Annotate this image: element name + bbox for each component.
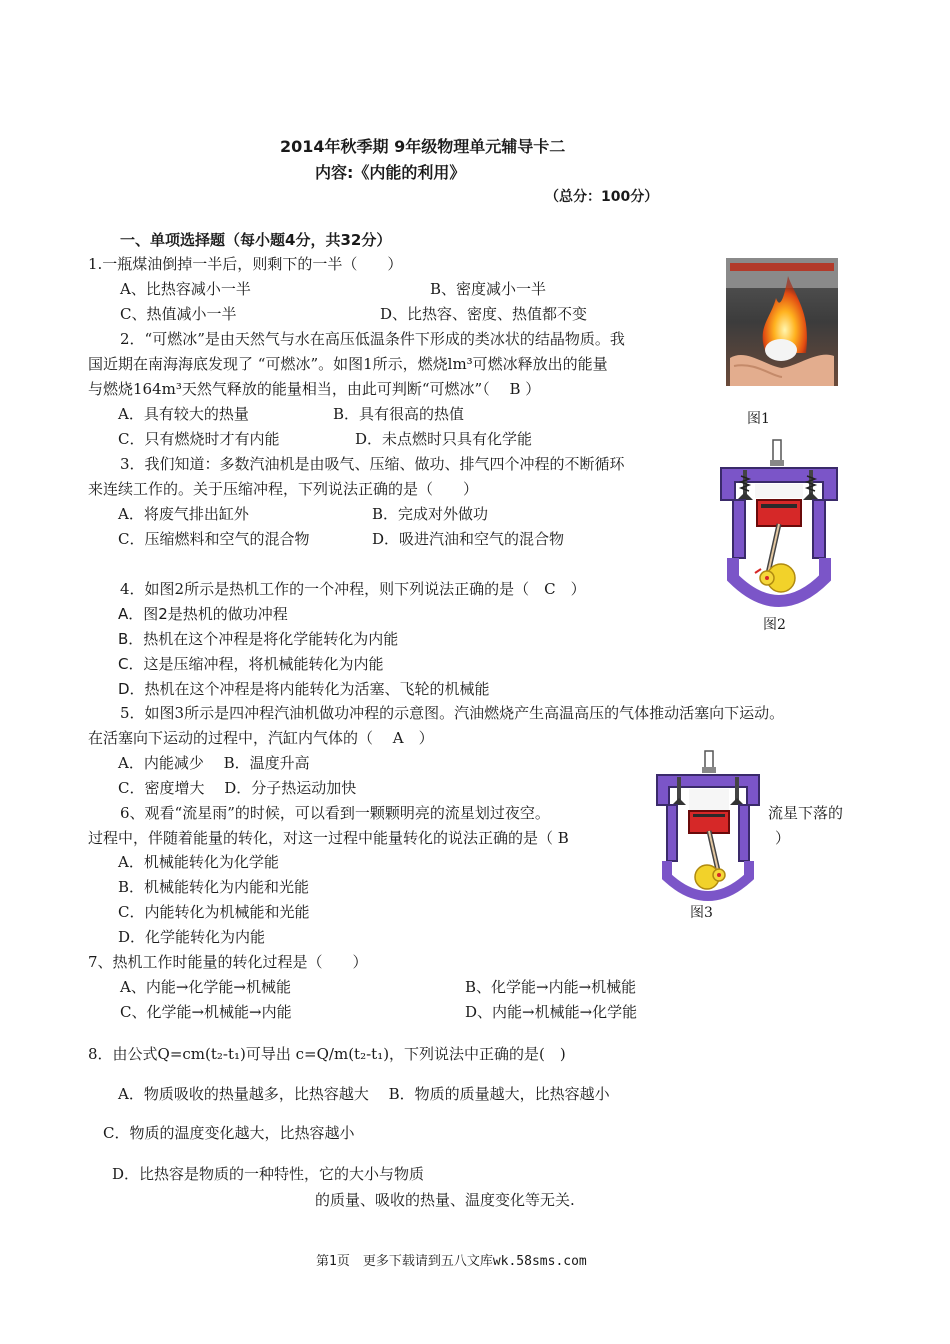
q2-option-a: A．具有较大的热量 bbox=[118, 405, 249, 423]
q1-option-c: C、热值减小一半 bbox=[120, 305, 237, 323]
q1-option-d: D、比热容、密度、热值都不变 bbox=[380, 305, 588, 323]
q6-line1a: 6、观看“流星雨”的时候，可以看到一颗颗明亮的流星划过夜空。 bbox=[120, 804, 550, 822]
q5-options-cd: C．密度增大 D．分子热运动加快 bbox=[118, 779, 357, 797]
q1-option-a: A、比热容减小一半 bbox=[120, 280, 251, 298]
q7-option-a: A、内能→化学能→机械能 bbox=[120, 978, 291, 996]
q2-option-b: B．具有很高的热值 bbox=[333, 405, 465, 423]
q4-option-c: C．这是压缩冲程，将机械能转化为内能 bbox=[118, 655, 384, 673]
q3-option-b: B．完成对外做功 bbox=[372, 505, 489, 523]
q3-option-a: A．将废气排出缸外 bbox=[118, 505, 249, 523]
total-score: （总分：100分） bbox=[545, 189, 659, 205]
q7-stem: 7、热机工作时能量的转化过程是（ ） bbox=[88, 953, 368, 971]
page-footer: 第1页 更多下载请到五八文库wk.58sms.com bbox=[316, 1254, 587, 1269]
q6-option-b: B．机械能转化为内能和光能 bbox=[118, 878, 310, 896]
q5-line1: 5．如图3所示是四冲程汽油机做功冲程的示意图。汽油燃烧产生高温高压的气体推动活塞向下运动。 bbox=[120, 704, 785, 722]
q7-option-c: C、化学能→机械能→内能 bbox=[120, 1003, 292, 1021]
q7-option-d: D、内能→机械能→化学能 bbox=[465, 1003, 638, 1021]
q4-option-d: D．热机在这个冲程是将内能转化为活塞、飞轮的机械能 bbox=[118, 680, 490, 698]
figure-3-caption: 图3 bbox=[690, 905, 713, 921]
q4-option-b: B．热机在这个冲程是将化学能转化为内能 bbox=[118, 630, 399, 648]
q6-option-c: C．内能转化为机械能和光能 bbox=[118, 903, 310, 921]
q3-option-c: C．压缩燃料和空气的混合物 bbox=[118, 530, 310, 548]
q1-stem: 1.一瓶煤油倒掉一半后，则剩下的一半（ ） bbox=[88, 255, 403, 273]
q8-stem: 8．由公式Q=cm(t₂-t₁)可导出 c=Q/m(t₂-t₁)，下列说法中正确的是( ) bbox=[88, 1045, 566, 1063]
page-subtitle: 内容:《内能的利用》 bbox=[315, 163, 466, 182]
engine-compression-stroke-diagram bbox=[715, 438, 843, 608]
q5-line2: 在活塞向下运动的过程中，汽缸内气体的（ A ） bbox=[88, 729, 434, 747]
q2-option-c: C．只有燃烧时才有内能 bbox=[118, 430, 280, 448]
q8-option-d-line2: 的质量、吸收的热量、温度变化等无关. bbox=[315, 1191, 575, 1209]
q6-line2b: ） bbox=[775, 829, 791, 847]
engine-power-stroke-diagram bbox=[653, 749, 763, 901]
q6-line2a: 过程中，伴随着能量的转化，对这一过程中能量转化的说法正确的是（ B bbox=[88, 829, 569, 847]
figure-2-caption: 图2 bbox=[763, 617, 786, 633]
q7-option-b: B、化学能→内能→机械能 bbox=[465, 978, 637, 996]
q3-line1: 3．我们知道：多数汽油机是由吸气、压缩、做功、排气四个冲程的不断循环 bbox=[120, 455, 625, 473]
q6-option-d: D．化学能转化为内能 bbox=[118, 928, 266, 946]
burning-ice-photo bbox=[726, 258, 838, 386]
q2-line2: 国近期在南海海底发现了 “可燃冰”。如图1所示，燃烧lm³可燃冰释放出的能量 bbox=[88, 355, 608, 373]
q3-line2: 来连续工作的。关于压缩冲程，下列说法正确的是（ ） bbox=[88, 480, 479, 498]
q8-options-ab: A．物质吸收的热量越多，比热容越大 B．物质的质量越大，比热容越小 bbox=[118, 1085, 610, 1103]
q3-option-d: D．吸进汽油和空气的混合物 bbox=[372, 530, 565, 548]
q8-option-c: C．物质的温度变化越大，比热容越小 bbox=[103, 1124, 355, 1142]
q2-line1: 2．“可燃冰”是由天然气与水在高压低温条件下形成的类冰状的结晶物质。我 bbox=[120, 330, 625, 348]
q4-stem: 4．如图2所示是热机工作的一个冲程，则下列说法正确的是（ C ） bbox=[120, 580, 586, 598]
q1-option-b: B、密度减小一半 bbox=[430, 280, 547, 298]
q8-option-d-line1: D．比热容是物质的一种特性，它的大小与物质 bbox=[112, 1165, 425, 1183]
section-heading: 一、单项选择题（每小题4分，共32分） bbox=[120, 231, 392, 249]
q6-line1b: 流星下落的 bbox=[768, 804, 844, 822]
figure-1-caption: 图1 bbox=[747, 411, 770, 427]
q5-options-ab: A．内能减少 B．温度升高 bbox=[118, 754, 310, 772]
q6-option-a: A．机械能转化为化学能 bbox=[118, 853, 279, 871]
page-title: 2014年秋季期 9年级物理单元辅导卡二 bbox=[280, 137, 566, 156]
q2-line3: 与燃烧164m³天然气释放的能量相当，由此可判断“可燃冰”（ B ） bbox=[88, 380, 541, 398]
q2-option-d: D．未点燃时只具有化学能 bbox=[355, 430, 533, 448]
q4-option-a: A．图2是热机的做功冲程 bbox=[118, 605, 288, 623]
